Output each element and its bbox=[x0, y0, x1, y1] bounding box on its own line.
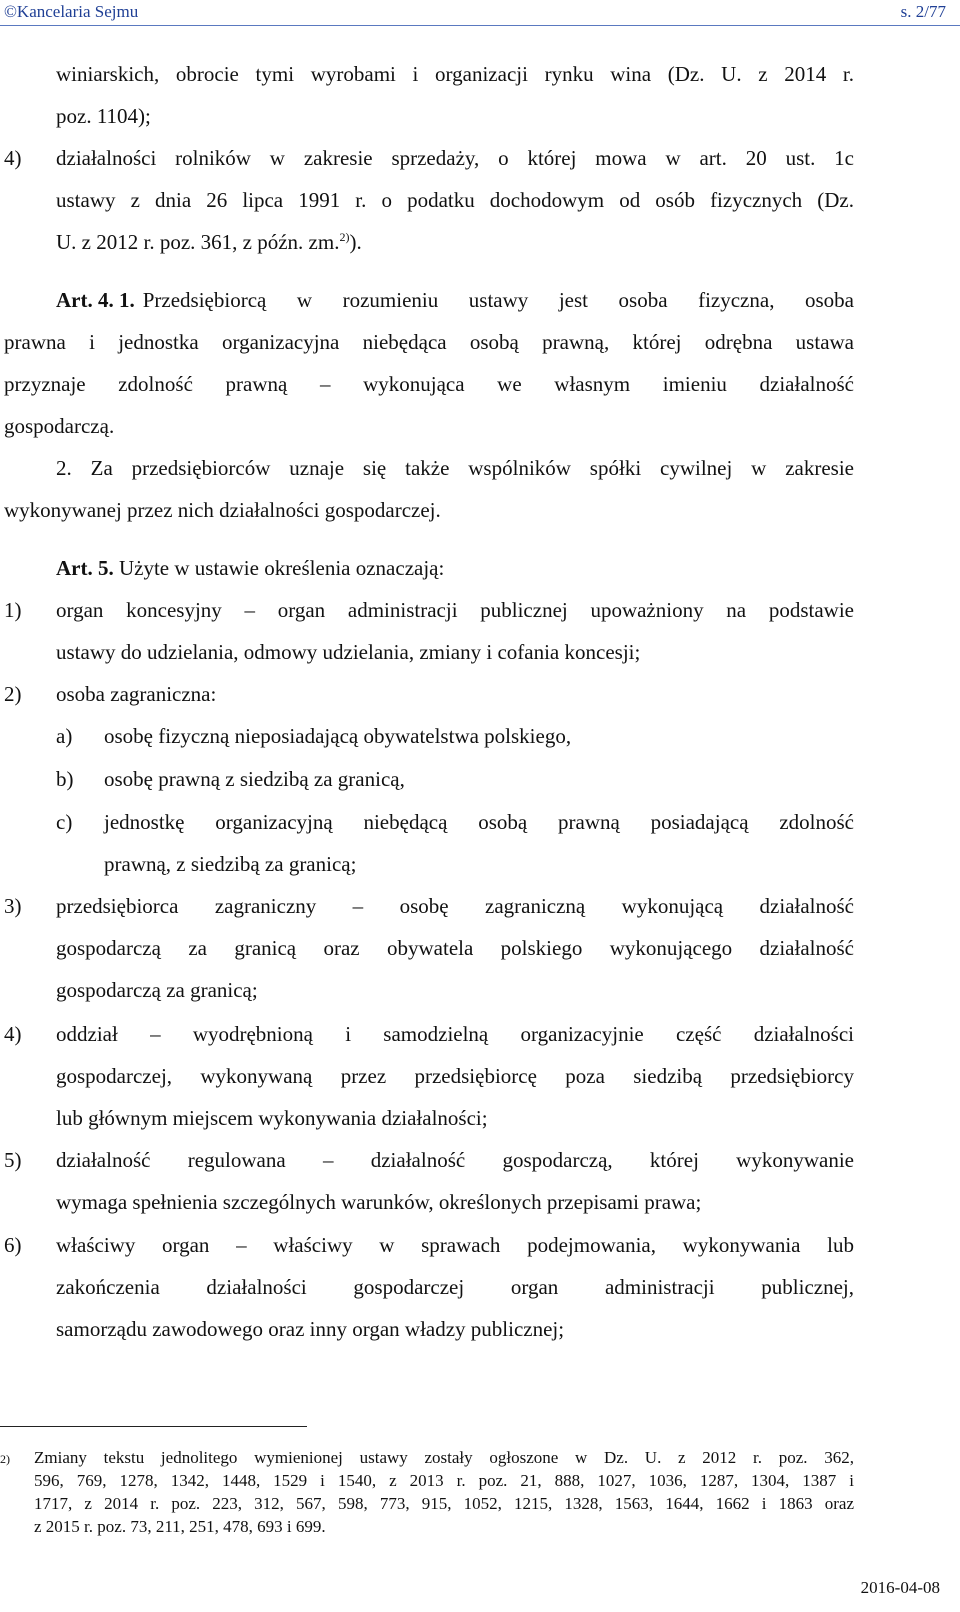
text-line: samorządu zawodowego oraz inny organ władzy publicznej; bbox=[56, 1317, 565, 1341]
text-line: działalność regulowana – działalność gospodarczą, której wykonywanie bbox=[56, 1148, 854, 1172]
footnote-marker: 2) bbox=[0, 1452, 10, 1466]
footnote-divider bbox=[0, 1426, 307, 1427]
page-number: s. 2/77 bbox=[900, 2, 946, 21]
text-line: winiarskich, obrocie tymi wyrobami i organizacji rynku wina (Dz. U. z 2014 r. bbox=[56, 62, 854, 86]
header-divider bbox=[0, 25, 960, 26]
text-line: osoba zagraniczna: bbox=[56, 682, 217, 706]
document-date: 2016-04-08 bbox=[860, 1578, 940, 1597]
text-line: prawną, z siedzibą za granicą; bbox=[104, 852, 357, 876]
text-line-content: U. z 2012 r. poz. 361, z późn. zm. bbox=[56, 230, 340, 254]
list-number: 4) bbox=[4, 1022, 22, 1046]
footnote-line: z 2015 r. poz. 73, 211, 251, 478, 693 i 699. bbox=[34, 1517, 326, 1536]
text-line: organ koncesyjny – organ administracji publicznej upoważniony na podstawie bbox=[56, 598, 854, 622]
text-line: przedsiębiorca zagraniczny – osobę zagraniczną wykonującą działalność bbox=[56, 894, 854, 918]
text-line: wymaga spełnienia szczególnych warunków, określonych przepisami prawa; bbox=[56, 1190, 702, 1214]
text-line: osobę prawną z siedzibą za granicą, bbox=[104, 767, 405, 791]
text-line: 2. Za przedsiębiorców uznaje się także wspólników spółki cywilnej w zakresie bbox=[56, 456, 854, 480]
publisher-label: ©Kancelaria Sejmu bbox=[4, 2, 139, 21]
footnote-reference: 2) bbox=[339, 230, 350, 244]
text-line: gospodarczą za granicą oraz obywatela polskiego wykonującego działalność bbox=[56, 936, 854, 960]
text-line: wykonywanej przez nich działalności gospodarczej. bbox=[4, 498, 441, 522]
text-line: ustawy z dnia 26 lipca 1991 r. o podatku dochodowym od osób fizycznych (Dz. bbox=[56, 188, 854, 212]
text-line: prawna i jednostka organizacyjna niebędąca osobą prawną, której odrębna ustawa bbox=[4, 330, 854, 354]
list-number: 2) bbox=[4, 682, 22, 706]
sublist-letter: b) bbox=[56, 767, 74, 791]
text-line: gospodarczą. bbox=[4, 414, 115, 438]
text-line: przyznaje zdolność prawną – wykonująca we własnym imieniu działalność bbox=[4, 372, 854, 396]
list-number: 6) bbox=[4, 1233, 22, 1257]
text-line: gospodarczej, wykonywaną przez przedsiębiorcę poza siedzibą przedsiębiorcy bbox=[56, 1064, 854, 1088]
sublist-letter: c) bbox=[56, 810, 73, 834]
text-line: gospodarczą za granicą; bbox=[56, 978, 258, 1002]
article-5-heading-line bbox=[56, 554, 444, 582]
text-line: właściwy organ – właściwy w sprawach podejmowania, wykonywania lub bbox=[56, 1233, 854, 1257]
list-number: 4) bbox=[4, 146, 22, 170]
footnote-line: 596, 769, 1278, 1342, 1448, 1529 i 1540, z 2013 r. poz. 21, 888, 1027, 1036, 1287, 1304, 1387 i bbox=[34, 1471, 854, 1490]
list-number: 5) bbox=[4, 1148, 22, 1172]
text-line: poz. 1104); bbox=[56, 104, 151, 128]
text-line-content: Przedsiębiorcą w rozumieniu ustawy jest osoba fizyczna, osoba bbox=[142, 288, 854, 312]
text-line: jednostkę organizacyjną niebędącą osobą prawną posiadającą zdolność bbox=[104, 810, 854, 834]
text-line bbox=[56, 228, 362, 256]
text-line: oddział – wyodrębnioną i samodzielną organizacyjnie część działalności bbox=[56, 1022, 854, 1046]
list-number: 1) bbox=[4, 598, 22, 622]
text-line-end: ). bbox=[349, 230, 362, 254]
footnote-line: Zmiany tekstu jednolitego wymienionej ustawy zostały ogłoszone w Dz. U. z 2012 r. poz. 362, bbox=[34, 1448, 854, 1467]
article-4-heading-line bbox=[56, 286, 854, 314]
sublist-letter: a) bbox=[56, 724, 73, 748]
article-label: Art. 4. 1. bbox=[56, 288, 135, 312]
text-line-content: Użyte w ustawie określenia oznaczają: bbox=[118, 556, 445, 580]
article-label: Art. 5. bbox=[56, 556, 114, 580]
text-line: ustawy do udzielania, odmowy udzielania, zmiany i cofania koncesji; bbox=[56, 640, 641, 664]
text-line: działalności rolników w zakresie sprzedaży, o której mowa w art. 20 ust. 1c bbox=[56, 146, 854, 170]
list-number: 3) bbox=[4, 894, 22, 918]
footnote-line: 1717, z 2014 r. poz. 223, 312, 567, 598, 773, 915, 1052, 1215, 1328, 1563, 1644, 1662 i 1863 oraz bbox=[34, 1494, 854, 1513]
page-header bbox=[0, 0, 960, 26]
text-line: osobę fizyczną nieposiadającą obywatelstwa polskiego, bbox=[104, 724, 572, 748]
text-line: zakończenia działalności gospodarczej organ administracji publicznej, bbox=[56, 1275, 854, 1299]
text-line: lub głównym miejscem wykonywania działalności; bbox=[56, 1106, 488, 1130]
